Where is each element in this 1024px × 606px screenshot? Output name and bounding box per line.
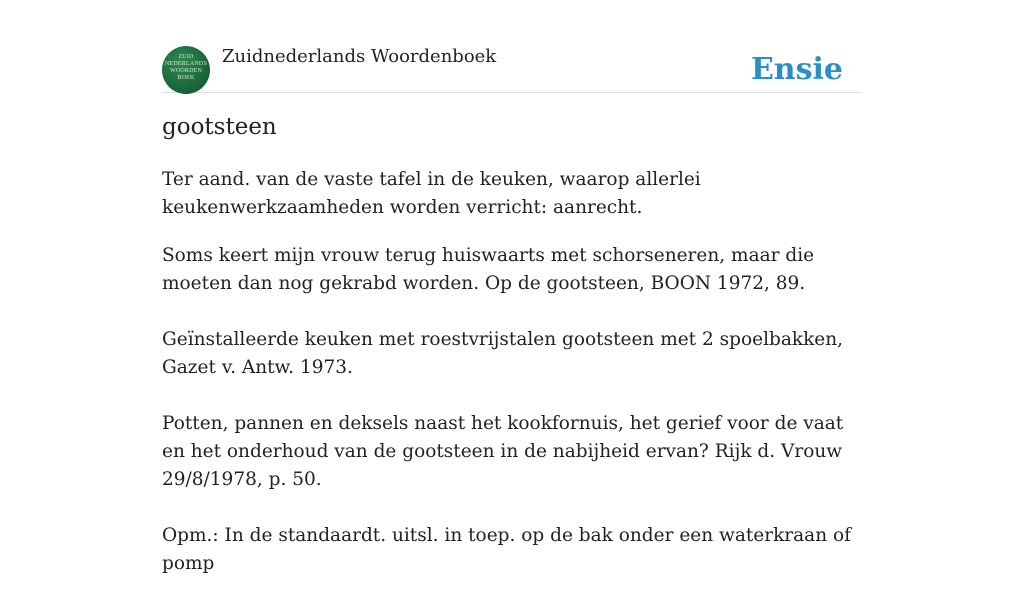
remark-item: Opm.: In de standaardt. uitsl. in toep. op de bak onder een waterkraan of pomp [162,525,851,574]
quote-item: Potten, pannen en deksels naast het kookfornuis, het gerief voor de vaat en het onderhoud van de gootsteen in de nabijheid ervan? Rijk d. Vrouw 29/8/1978, p. 50. [162,413,844,490]
entry-content [162,112,862,606]
site-title-link[interactable]: Zuidnederlands Woordenboek [222,46,497,67]
site-header [162,46,862,93]
quote-item: Soms keert mijn vrouw terug huiswaarts met schorseneren, maar die moeten dan nog gekrabd worden. Op de gootsteen, BOON 1972, 89. [162,245,815,294]
logo-text: ZUID NEDERLANDS WOORDEN BOEK [165,54,207,81]
ensie-brand-logo[interactable]: Ensie [750,52,843,87]
entry-definition: Ter aand. van de vaste tafel in de keuken, waarop allerlei keukenwerkzaamheden worden verricht: aanrecht. [162,169,701,218]
entry-headword: gootsteen [162,114,277,140]
quote-item: Geïnstalleerde keuken met roestvrijstalen gootsteen met 2 spoelbakken, Gazet v. Antw. 1973. [162,329,844,378]
woordenboek-logo[interactable] [162,46,210,94]
entry-quotes [162,242,862,578]
